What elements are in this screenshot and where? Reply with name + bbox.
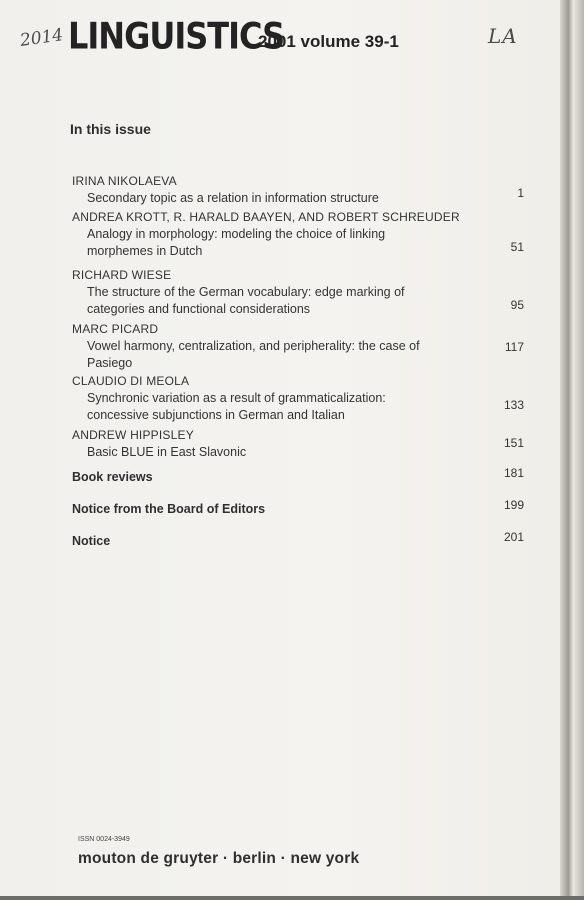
entry-author: MARC PICARD (72, 322, 159, 336)
issn-number: ISSN 0024-3949 (78, 836, 130, 843)
journal-title: LINGUISTICS (68, 14, 285, 58)
handwritten-annotation-right: LA (488, 24, 518, 48)
section-label: Notice (72, 534, 111, 548)
entry-title-continued: categories and functional considerations (87, 302, 311, 316)
entry-page-number: 95 (510, 298, 524, 312)
entry-title-continued: Pasiego (87, 356, 133, 370)
section-page-number: 181 (503, 466, 524, 480)
entry-page-number: 133 (503, 398, 524, 412)
table-of-contents (72, 172, 524, 562)
handwritten-annotation-left: 2014 (18, 25, 65, 51)
entry-page-number: 51 (510, 240, 524, 254)
toc-entry (72, 372, 524, 426)
toc-entry (72, 426, 524, 466)
section-page-number: 199 (503, 498, 524, 512)
entry-author: RICHARD WIESE (72, 268, 172, 282)
entry-title: The structure of the German vocabulary: edge marking of (87, 285, 405, 299)
publisher-imprint: mouton de gruyter · berlin · new york (78, 850, 360, 867)
toc-section (72, 498, 524, 530)
entry-title: Secondary topic as a relation in information structure (87, 191, 379, 205)
section-label: Book reviews (72, 470, 153, 484)
toc-entry (72, 172, 524, 208)
entry-title: Vowel harmony, centralization, and peripherality: the case of (87, 339, 420, 353)
entry-title: Synchronic variation as a result of grammaticalization: (87, 391, 386, 405)
book-spine-shadow (560, 0, 584, 900)
entry-author: ANDREA KROTT, R. HARALD BAAYEN, AND ROBERT SCHREUDER (72, 210, 460, 224)
entry-page-number: 1 (517, 186, 524, 200)
toc-section (72, 466, 524, 498)
entry-title-continued: concessive subjunctions in German and Italian (87, 408, 345, 422)
page-bottom-edge (0, 896, 584, 900)
entry-title: Basic BLUE in East Slavonic (87, 445, 247, 459)
entry-page-number: 151 (503, 436, 524, 450)
entry-page-number: 117 (504, 340, 524, 354)
section-label: Notice from the Board of Editors (72, 502, 266, 516)
entry-author: CLAUDIO DI MEOLA (72, 374, 190, 388)
issue-info: 2001 volume 39-1 (258, 32, 399, 51)
section-page-number: 201 (503, 530, 524, 544)
entry-author: ANDREW HIPPISLEY (72, 428, 194, 442)
toc-section (72, 530, 524, 562)
entry-title: Analogy in morphology: modeling the choice of linking (87, 227, 386, 241)
entry-author: IRINA NIKOLAEVA (72, 174, 177, 188)
toc-entry (72, 208, 524, 266)
toc-entry (72, 266, 524, 320)
toc-heading: In this issue (70, 121, 151, 137)
toc-entry (72, 320, 524, 372)
entry-title-continued: morphemes in Dutch (87, 244, 203, 258)
